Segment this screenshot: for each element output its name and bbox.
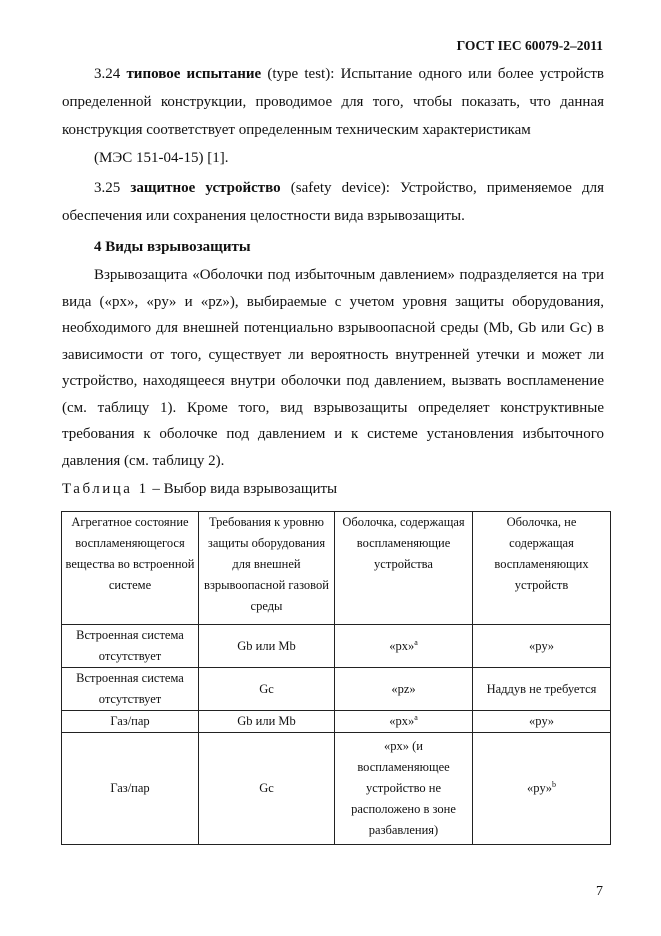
table-header-cell: Оболочка, содержащая воспламеняющие устройства — [335, 512, 473, 625]
table-cell-without-ignition: «py» — [473, 625, 611, 668]
table-cell-state: Встроенная система отсутствует — [62, 668, 199, 711]
table-header-cell: Агрегатное состояние воспламеняющегося вещества во встроенной системе — [62, 512, 199, 625]
definition-english-term: (type test): — [267, 66, 335, 82]
table-caption-label: Таблица 1 — [62, 481, 149, 497]
definition-text: Устройство, применяемое для обеспечения или сохранения целостности вида взрывозащиты. — [62, 180, 605, 224]
table-cell-with-ignition: «px»$^a$ — [335, 625, 473, 668]
definition-term: защитное устройство — [130, 180, 281, 196]
table-cell-level: Gb или Mb — [199, 625, 335, 668]
table-row — [62, 625, 611, 668]
table-row — [62, 711, 611, 733]
table-row — [62, 733, 611, 845]
table-cell-state: Газ/пар — [62, 733, 199, 845]
definition-number: 3.25 — [94, 180, 121, 196]
table-cell-with-ignition: «pz» — [335, 668, 473, 711]
definition-number: 3.24 — [94, 66, 121, 82]
table-header-row — [62, 512, 611, 625]
table-cell-level: Gc — [199, 733, 335, 845]
table-cell-without-ignition: Наддув не требуется — [473, 668, 611, 711]
table-row — [62, 668, 611, 711]
table-header-cell: Оболочка, не содержащая воспламеняющих устройств — [473, 512, 611, 625]
definition-english-term: (safety device): — [290, 180, 390, 196]
definition-3-24 — [62, 60, 604, 144]
definition-reference: (МЭС 151-04-15) [1]. — [94, 150, 229, 166]
table-cell-with-ignition: «px» (и воспламеняющее устройство не расположено в зоне разбавления) — [335, 733, 473, 845]
table-header-cell: Требования к уровню защиты оборудования для внешней взрывоопасной газовой среды — [199, 512, 335, 625]
table-caption-text: – Выбор вида взрывозащиты — [148, 481, 338, 497]
table-cell-state: Встроенная система отсутствует — [62, 625, 199, 668]
table-caption — [62, 481, 337, 498]
table-cell-without-ignition: «py» — [473, 711, 611, 733]
footnote-marker: a — [414, 637, 418, 647]
body-paragraph: Взрывозащита «Оболочки под избыточным давлением» подразделяется на три вида («px», «py» и «pz»), выбираемые с учетом уровня защиты оборудования, необходимого для внешней потенциально взрывоопасной среды (Mb, Gb или Gc) в зависимости от того, существует ли вероятность внутренней утечки и может ли устройство, находящееся внутри оболочки под давлением, вызвать воспламенение (см. таблицу 1). Кроме того, вид взрывозащиты определяет конструктивные требования к оболочке под давлением и к системе установления избыточного давления (см. таблицу 2). — [62, 267, 604, 469]
explosion-protection-table — [61, 511, 611, 845]
document-header: ГОСТ IEC 60079-2–2011 — [456, 38, 603, 53]
footnote-marker: b — [552, 779, 556, 789]
table-cell-without-ignition: «py»$^b$ — [473, 733, 611, 845]
table-cell-with-ignition: «px»$^a$ — [335, 711, 473, 733]
definition-3-25 — [62, 174, 604, 230]
page-number: 7 — [596, 884, 603, 899]
table-cell-level: Gb или Mb — [199, 711, 335, 733]
table-cell-state: Газ/пар — [62, 711, 199, 733]
table-cell-level: Gc — [199, 668, 335, 711]
footnote-marker: a — [414, 712, 418, 722]
definition-term: типовое испытание — [126, 66, 262, 82]
section-title: 4 Виды взрывозащиты — [94, 239, 251, 255]
definition-text: Испытание одного или более устройств определенной конструкции, проводимое для того, чтобы показать, что данная конструкция соответствует определенным техническим характеристикам — [62, 66, 604, 138]
